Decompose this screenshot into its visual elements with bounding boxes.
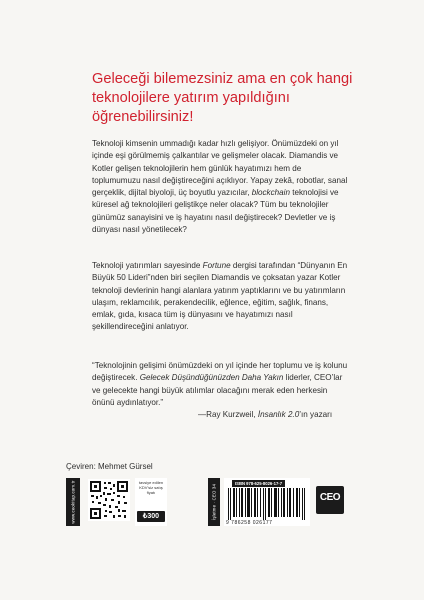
headline: Geleceği bilemezsiniz ama en çok hangi teknolojilere yatırım yapıldığını öğrenebilirsiniz!	[92, 71, 353, 125]
quote-attribution	[198, 410, 332, 419]
description-paragraph-2	[92, 260, 352, 334]
price-box	[135, 478, 167, 526]
paragraph1-text-c: teknolojisi ve küresel ağ teknolojileri geliştikçe neler olacak? Tüm bu teknolojiler günümüz sanayisini ve iş hayatını nasıl değiştirecek? Devletler ve iş dünyası nasıl yönetilecek?	[92, 188, 339, 235]
isbn-box	[224, 478, 310, 526]
quote-text-a: “Teknolojinin gelişimi önümüzdeki on yıl içinde her toplumu ve iş kolunu değiştirecek.	[92, 361, 348, 383]
paragraph1-italic: blockchain	[251, 188, 290, 198]
series-text: İşletme · CEO 34	[211, 483, 217, 521]
paragraph2-italic: Fortune	[202, 261, 231, 270]
quote-text-c: liderler, CEO’lar ve gelecekte hangi büyük atılımlar olacağını merak eden herkesin önünü aydınlatıyor.”	[92, 373, 343, 407]
series-bar	[208, 478, 220, 526]
publisher-logo-text: CEO	[319, 492, 341, 503]
translator-credit: Çeviren: Mehmet Gürsel	[66, 462, 153, 471]
attribution-author: —Ray Kurzweil,	[198, 410, 258, 419]
qr-code[interactable]	[88, 479, 130, 521]
endorsement-quote	[92, 360, 352, 409]
price-note: tavsiye edilen KDV’siz satış fiyatı	[138, 480, 164, 495]
paragraph1-text-a: Teknoloji kimsenin ummadığı kadar hızlı gelişiyor. Önümüzdeki on yıl içinde eşi görülmemiş çalkantılar ve gelişmeler olacak. Diamandis ve Kotler gelişen teknolojilerin hem günlük hayatımızı hem de toplumumuzu nasıl değiştireceğini açıklıyor. Yapay zekâ, robotlar, sanal gerçeklik, dijital biyoloji, üç boyutlu yazıcılar,	[92, 139, 348, 198]
barcode-graphic	[228, 488, 306, 520]
isbn-digits: 9 786258 026177	[226, 520, 273, 526]
paragraph2-text-c: dergisi tarafından “Dünyanın En Büyük 50 Lideri”nden biri seçilen Diamandis ve çoksatan yazar Kotler teknoloji devlerinin hangi alanlara yatırım yaptıklarını ve bu yatırımların ulaşım, reklamcılık, perakendecilik, eğlence, eğitim, sağlık, finans, emlak, gıda, kısaca tüm iş dünyasını ve hayatımızı nasıl şekillendireceğini anlatıyor.	[92, 261, 348, 332]
qr-code-graphic	[88, 479, 130, 521]
isbn-label: ISBN 978-625-8026-17-7	[232, 480, 285, 487]
paragraph2-text-a: Teknoloji yatırımları sayesinde	[92, 261, 203, 270]
quote-book-title: Gelecek Düşündüğünüzden Daha Yakın	[139, 373, 284, 383]
website-bar	[66, 478, 80, 526]
attribution-suffix: ’ın yazarı	[299, 410, 333, 419]
attribution-book: İnsanlık 2.0	[257, 410, 300, 419]
price-value: ₺300	[137, 511, 165, 522]
website-text: www.ceokitap.com.tr	[70, 480, 76, 524]
publisher-logo	[316, 486, 344, 514]
description-paragraph-1	[92, 138, 352, 236]
